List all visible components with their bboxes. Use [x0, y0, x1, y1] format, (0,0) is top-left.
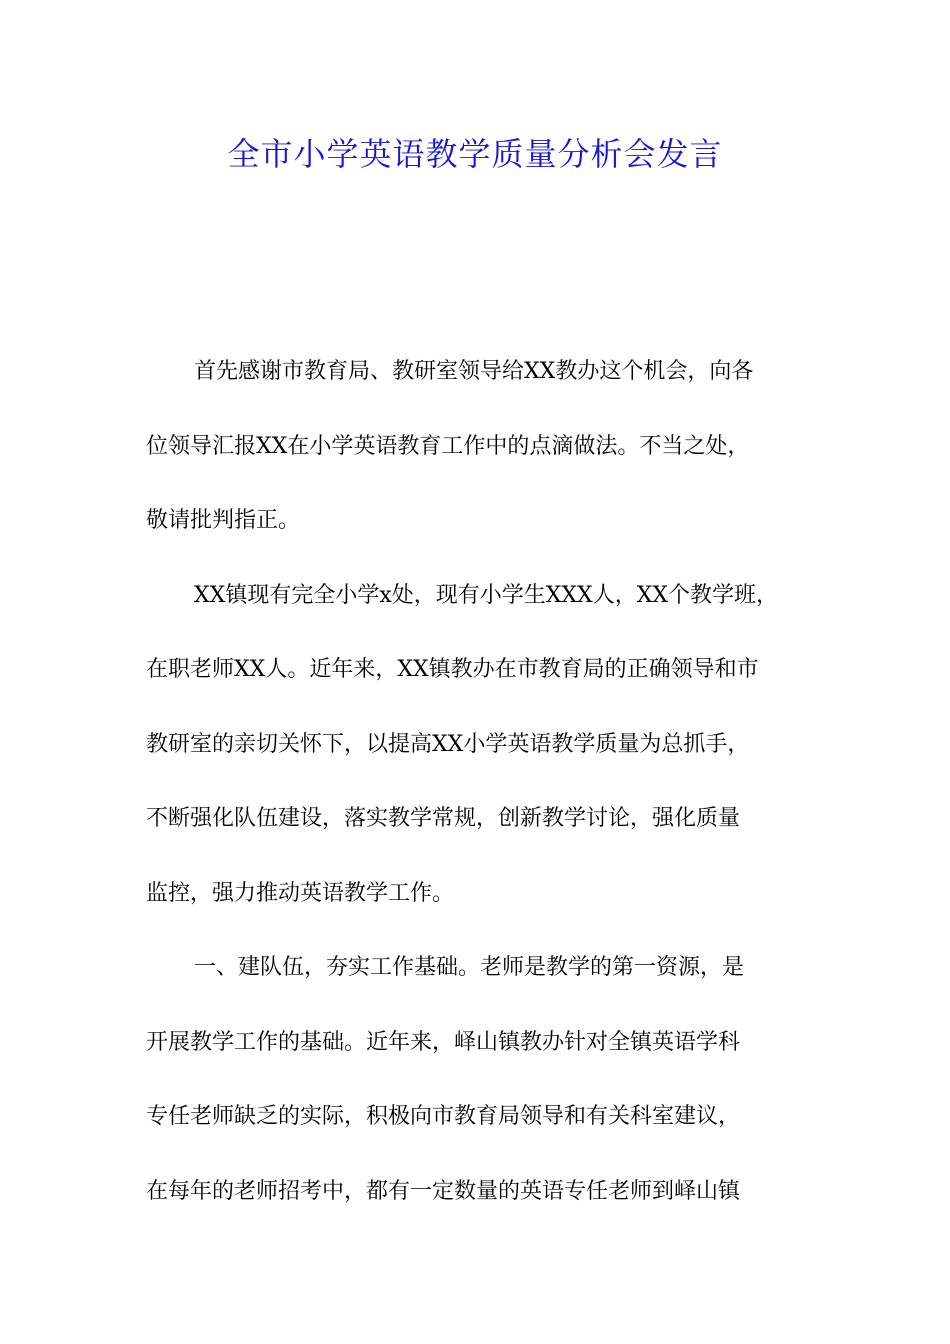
document-title: 全市小学英语教学质量分析会发言 — [227, 135, 723, 173]
text-line: 开展教学工作的基础。近年来，峄山镇教办针对全镇英语学科 — [146, 1029, 741, 1055]
text-line: 首先感谢市教育局、教研室领导给XX教办这个机会，向各 — [194, 359, 754, 384]
text-line: 教研室的亲切关怀下，以提高XX小学英语教学质量为总抓手， — [146, 731, 750, 757]
text-line: XX镇现有完全小学x处，现有小学生XXX人，XX个教学班， — [194, 582, 779, 608]
text-line: 监控，强力推动英语教学工作。 — [146, 880, 455, 906]
text-line: 在每年的老师招考中，都有一定数量的英语专任老师到峄山镇 — [146, 1178, 741, 1204]
text-line: 在职老师XX人。近年来，XX镇教办在市教育局的正确领导和市 — [146, 657, 759, 682]
text-line: 敬请批判指正。 — [146, 508, 301, 533]
text-line: 专任老师缺乏的实际，积极向市教育局领导和有关科室建议， — [146, 1104, 741, 1129]
text-line: 位领导汇报XX在小学英语教育工作中的点滴做法。不当之处， — [146, 433, 750, 459]
text-line: 不断强化队伍建设，落实教学常规，创新教学讨论，强化质量 — [146, 806, 741, 831]
document-body — [146, 335, 816, 1229]
text-line: 一、建队伍，夯实工作基础。老师是教学的第一资源，是 — [194, 955, 745, 980]
